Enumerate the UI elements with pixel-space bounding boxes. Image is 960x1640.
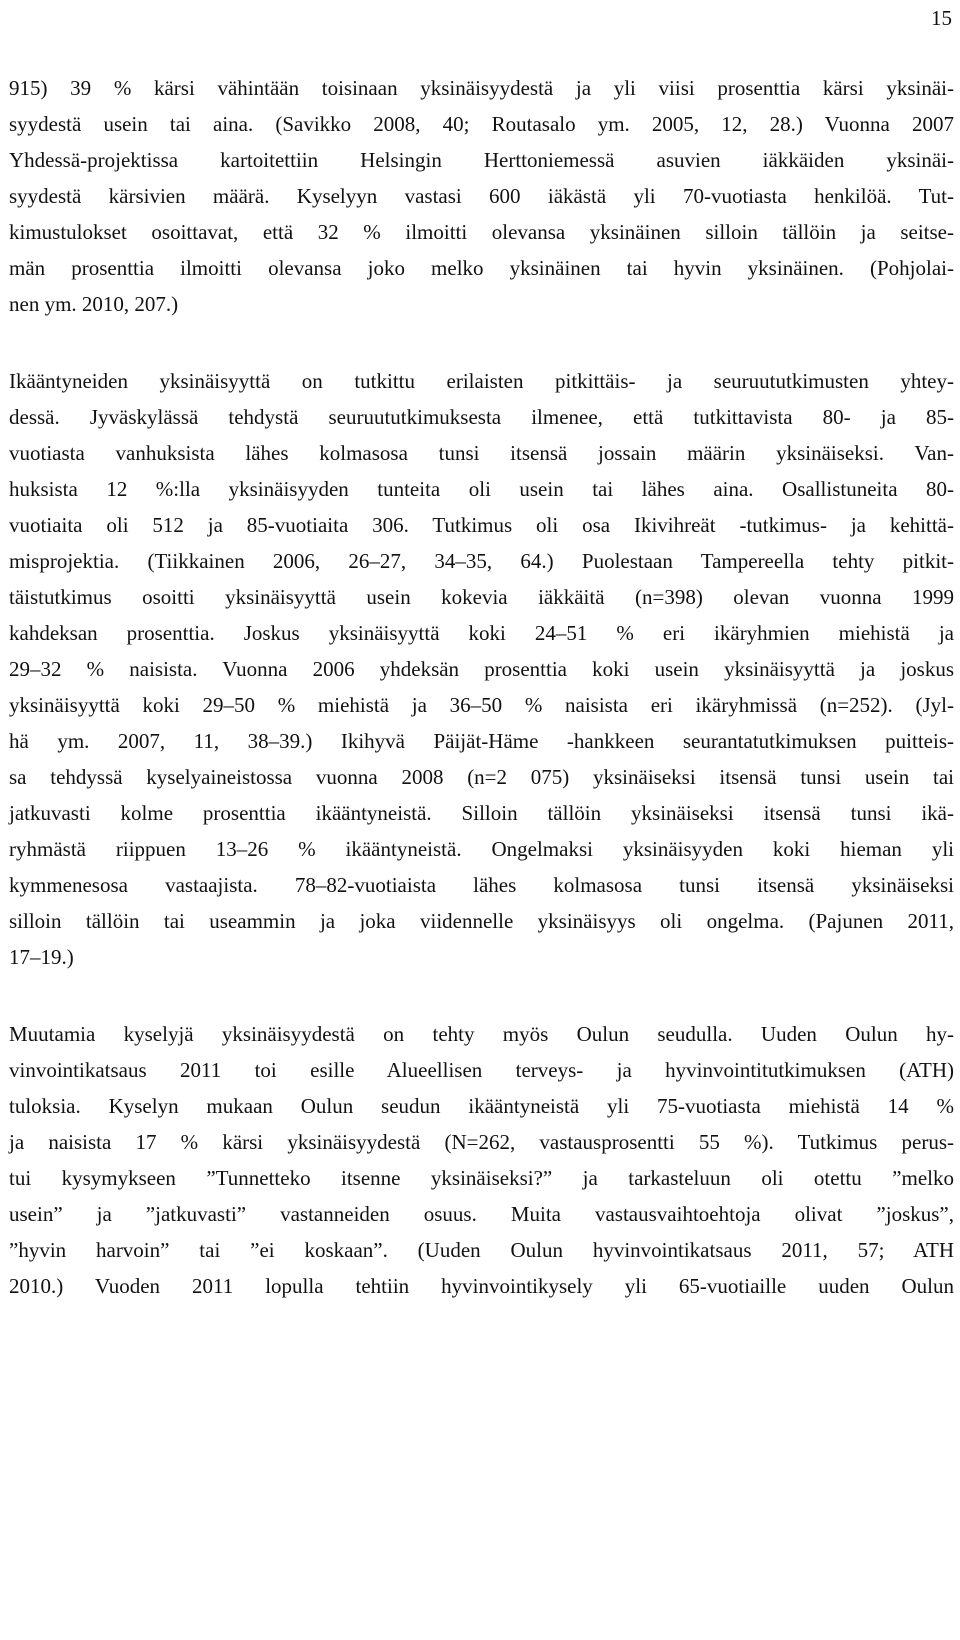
text-line: yksinäisyyttä koki 29–50 % miehistä ja 36–50 % naisista eri ikäryhmissä (n=252). (Jyl- [9, 693, 954, 717]
text-line: vuotiasta vanhuksista lähes kolmasosa tunsi itsensä jossain määrin yksinäiseksi. Van- [9, 441, 954, 465]
text-line: kahdeksan prosenttia. Joskus yksinäisyyttä koki 24–51 % eri ikäryhmien miehistä ja [9, 621, 954, 645]
text-line: 2010.) Vuoden 2011 lopulla tehtiin hyvinvointikysely yli 65-vuotiaille uuden Oulun [9, 1274, 954, 1298]
paragraph-3 [9, 1016, 954, 1304]
text-line: huksista 12 %:lla yksinäisyyden tunteita oli usein tai lähes aina. Osallistuneita 80- [9, 477, 954, 501]
text-line: ja naisista 17 % kärsi yksinäisyydestä (N=262, vastausprosentti 55 %). Tutkimus perus- [9, 1130, 954, 1154]
text-line: ryhmästä riippuen 13–26 % ikääntyneistä. Ongelmaksi yksinäisyyden koki hieman yli [9, 837, 954, 861]
text-line: jatkuvasti kolme prosenttia ikääntyneistä. Silloin tällöin yksinäiseksi itsensä tunsi ikä- [9, 801, 954, 825]
text-line: kimustulokset osoittavat, että 32 % ilmoitti olevansa yksinäinen silloin tällöin ja seitse- [9, 220, 954, 244]
text-line: Yhdessä-projektissa kartoitettiin Helsingin Herttoniemessä asuvien iäkkäiden yksinäi- [9, 148, 954, 172]
paragraph-2 [9, 363, 954, 975]
page-number: 15 [931, 6, 952, 30]
text-line: dessä. Jyväskylässä tehdystä seuruututkimuksesta ilmenee, että tutkittavista 80- ja 85- [9, 405, 954, 429]
text-line: kymmenesosa vastaajista. 78–82-vuotiaista lähes kolmasosa tunsi itsensä yksinäiseksi [9, 873, 954, 897]
text-line: 29–32 % naisista. Vuonna 2006 yhdeksän prosenttia koki usein yksinäisyyttä ja joskus [9, 657, 954, 681]
text-line: hä ym. 2007, 11, 38–39.) Ikihyvä Päijät-Häme -hankkeen seurantatutkimuksen puitteis- [9, 729, 954, 753]
text-line: Muutamia kyselyjä yksinäisyydestä on tehty myös Oulun seudulla. Uuden Oulun hy- [9, 1022, 954, 1046]
text-line: misprojektia. (Tiikkainen 2006, 26–27, 34–35, 64.) Puolestaan Tampereella tehty pitkit- [9, 549, 954, 573]
text-line: Ikääntyneiden yksinäisyyttä on tutkittu erilaisten pitkittäis- ja seuruututkimusten yhtey- [9, 369, 954, 393]
text-line: syydestä kärsivien määrä. Kyselyyn vastasi 600 iäkästä yli 70-vuotiasta henkilöä. Tut- [9, 184, 954, 208]
text-line: ”hyvin harvoin” tai ”ei koskaan”. (Uuden Oulun hyvinvointikatsaus 2011, 57; ATH [9, 1238, 954, 1262]
text-line: vinvointikatsaus 2011 toi esille Alueellisen terveys- ja hyvinvointitutkimuksen (ATH) [9, 1058, 954, 1082]
text-line: syydestä usein tai aina. (Savikko 2008, 40; Routasalo ym. 2005, 12, 28.) Vuonna 2007 [9, 112, 954, 136]
text-line: män prosenttia ilmoitti olevansa joko melko yksinäinen tai hyvin yksinäinen. (Pohjolai- [9, 256, 954, 280]
text-line: silloin tällöin tai useammin ja joka viidennelle yksinäisyys oli ongelma. (Pajunen 2011, [9, 909, 954, 933]
text-line: tui kysymykseen ”Tunnetteko itsenne yksinäiseksi?” ja tarkasteluun oli otettu ”melko [9, 1166, 954, 1190]
text-line: 915) 39 % kärsi vähintään toisinaan yksinäisyydestä ja yli viisi prosenttia kärsi yksinäi- [9, 76, 954, 100]
text-line: sa tehdyssä kyselyaineistossa vuonna 2008 (n=2 075) yksinäiseksi itsensä tunsi usein tai [9, 765, 954, 789]
text-line: 17–19.) [9, 945, 74, 969]
paragraph-1 [9, 70, 954, 322]
text-line: usein” ja ”jatkuvasti” vastanneiden osuus. Muita vastausvaihtoehtoja olivat ”joskus”, [9, 1202, 954, 1226]
text-line: tuloksia. Kyselyn mukaan Oulun seudun ikääntyneistä yli 75-vuotiasta miehistä 14 % [9, 1094, 954, 1118]
text-line: täistutkimus osoitti yksinäisyyttä usein kokevia iäkkäitä (n=398) olevan vuonna 1999 [9, 585, 954, 609]
text-line: vuotiaita oli 512 ja 85-vuotiaita 306. Tutkimus oli osa Ikivihreät -tutkimus- ja kehittä- [9, 513, 954, 537]
paragraph-spacer [9, 322, 954, 363]
paragraph-spacer [9, 975, 954, 1016]
text-line: nen ym. 2010, 207.) [9, 292, 179, 316]
document-body [9, 70, 954, 1304]
